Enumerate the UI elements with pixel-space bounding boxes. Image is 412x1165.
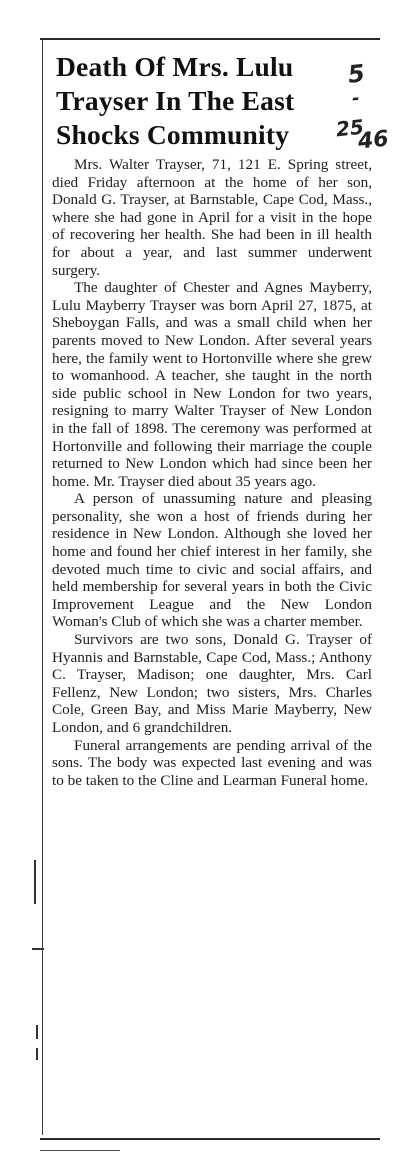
handwritten-note-5: 5: [346, 59, 367, 89]
paragraph-death-notice: Mrs. Walter Trayser, 71, 121 E. Spring street, died Friday afternoon at the home of her son, Donald G. Trayser, at Barnstable, Cape Cod, Mass., where she had gone in April for a visit in the hope of recovering her health. She had been in ill health for about a year, and last summer underwent surgery.: [52, 156, 372, 279]
newspaper-clipping: [52, 50, 372, 789]
left-column-rule: [42, 40, 43, 1135]
headline-line-1: Death Of Mrs. Lulu: [56, 51, 294, 82]
handwritten-note-25: 25: [334, 114, 366, 142]
margin-mark-bar: [34, 860, 36, 904]
paragraph-funeral: Funeral arrangements are pending arrival of the sons. The body was expected last evening and was to be taken to the Cline and Learman Funeral home.: [52, 736, 372, 789]
headline-line-3: Shocks Community: [56, 119, 290, 150]
handwritten-note-46: 46: [356, 126, 390, 155]
bottom-short-rule: [40, 1150, 120, 1151]
paragraph-biography: The daughter of Chester and Agnes Mayberry, Lulu Mayberry Trayser was born April 27, 1875, at Sheboygan Falls, and was a small child when her parents moved to New London. After several years here, the family went to Hortonville where she grew to womanhood. A teacher, she taught in the north side public school in New London for two years, resigning to marry Walter Trayser of New London in the fall of 1898. The ceremony was performed at Hortonville and following their marriage the couple returned to New London which had since been her home. Mr. Trayser died about 35 years ago.: [52, 279, 372, 490]
paragraph-personality: A person of unassuming nature and pleasing personality, she won a host of friends during her residence in New London. Although she loved her home and found her chief interest in her family, she devoted much time to civic and social affairs, and held membership for several years in both the Civic Improvement League and the New London Woman's Club of which she was a charter member.: [52, 490, 372, 631]
handwritten-note-dash: -: [350, 87, 361, 110]
margin-mark-dash: [32, 948, 44, 950]
bottom-column-rule: [40, 1138, 380, 1140]
headline-line-2: Trayser In The East: [56, 85, 295, 116]
top-column-rule: [40, 38, 380, 40]
headline: [56, 50, 372, 152]
article-body: [52, 156, 372, 789]
margin-mark-tick-1: [36, 1025, 38, 1039]
margin-mark-tick-2: [36, 1048, 38, 1060]
paragraph-survivors: Survivors are two sons, Donald G. Trayser of Hyannis and Barnstable, Cape Cod, Mass.; Anthony C. Trayser, Madison; one daughter, Mrs. Carl Fellenz, New London; two sisters, Mrs. Charles Cole, Green Bay, and Miss Marie Mayberry, New London, and 6 grandchildren.: [52, 631, 372, 736]
